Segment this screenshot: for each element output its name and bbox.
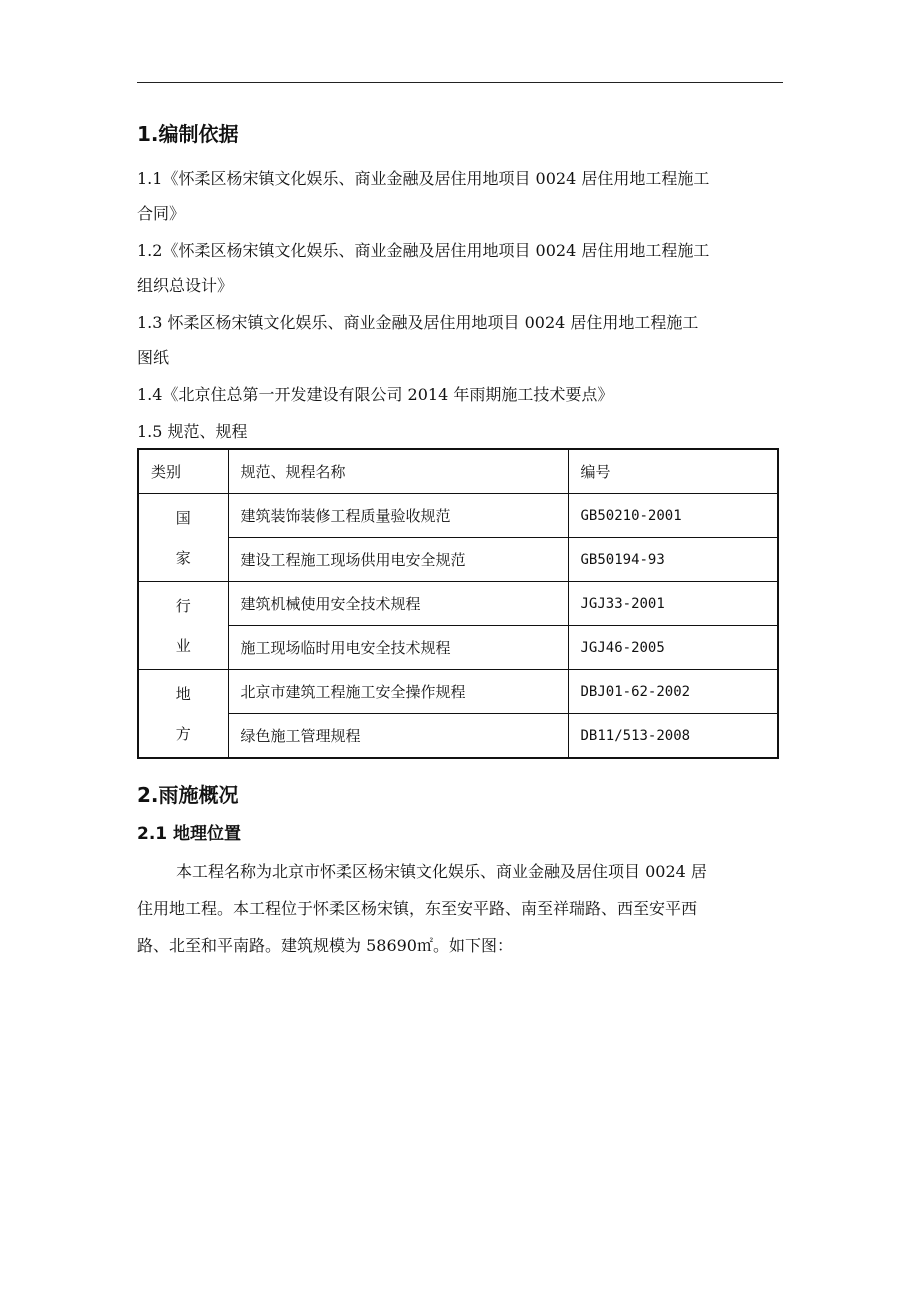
basis-item-4: 1.4《北京住总第一开发建设有限公司 2014 年雨期施工技术要点》 (137, 385, 614, 404)
standards-table (137, 448, 779, 759)
standard-code: GB50210-2001 (568, 494, 778, 538)
table-row (138, 626, 778, 670)
standard-name: 建设工程施工现场供用电安全规范 (228, 538, 568, 582)
paragraph-line-1: 本工程名称为北京市怀柔区杨宋镇文化娱乐、商业金融及居住项目 0024 居 (176, 862, 707, 881)
subsection-2-1-heading: 2.1 地理位置 (137, 824, 242, 844)
category-national: 国 家 (138, 494, 228, 582)
standard-code: JGJ46-2005 (568, 626, 778, 670)
header-name: 规范、规程名称 (228, 449, 568, 494)
standard-name: 建筑装饰装修工程质量验收规范 (228, 494, 568, 538)
basis-item-2-line-2: 组织总设计》 (137, 276, 234, 295)
category-industry: 行 业 (138, 582, 228, 670)
section-2-heading: 2.雨施概况 (137, 783, 239, 807)
table-row (138, 494, 778, 538)
standard-code: DB11/513-2008 (568, 714, 778, 759)
standard-name: 北京市建筑工程施工安全操作规程 (228, 670, 568, 714)
basis-item-3-line-1: 1.3 怀柔区杨宋镇文化娱乐、商业金融及居住用地项目 0024 居住用地工程施工 (137, 313, 699, 332)
standard-code: GB50194-93 (568, 538, 778, 582)
category-local: 地 方 (138, 670, 228, 759)
table-row (138, 538, 778, 582)
table-row (138, 582, 778, 626)
standard-name: 建筑机械使用安全技术规程 (228, 582, 568, 626)
paragraph-line-3: 路、北至和平南路。建筑规模为 58690㎡。如下图： (137, 936, 513, 955)
table-row (138, 670, 778, 714)
basis-item-1-line-2: 合同》 (137, 204, 186, 223)
header-rule (137, 82, 783, 83)
standard-name: 施工现场临时用电安全技术规程 (228, 626, 568, 670)
header-category: 类别 (138, 449, 228, 494)
basis-item-5: 1.5 规范、规程 (137, 422, 248, 441)
basis-item-1-line-1: 1.1《怀柔区杨宋镇文化娱乐、商业金融及居住用地项目 0024 居住用地工程施工 (137, 169, 710, 188)
section-1-heading: 1.编制依据 (137, 122, 239, 146)
standard-code: JGJ33-2001 (568, 582, 778, 626)
table-row (138, 714, 778, 759)
header-code: 编号 (568, 449, 778, 494)
standard-name: 绿色施工管理规程 (228, 714, 568, 759)
paragraph-line-2: 住用地工程。本工程位于怀柔区杨宋镇，东至安平路、南至祥瑞路、西至安平西 (137, 899, 698, 918)
table-header-row (138, 449, 778, 494)
basis-item-3-line-2: 图纸 (137, 348, 170, 367)
basis-item-2-line-1: 1.2《怀柔区杨宋镇文化娱乐、商业金融及居住用地项目 0024 居住用地工程施工 (137, 241, 710, 260)
standard-code: DBJ01-62-2002 (568, 670, 778, 714)
